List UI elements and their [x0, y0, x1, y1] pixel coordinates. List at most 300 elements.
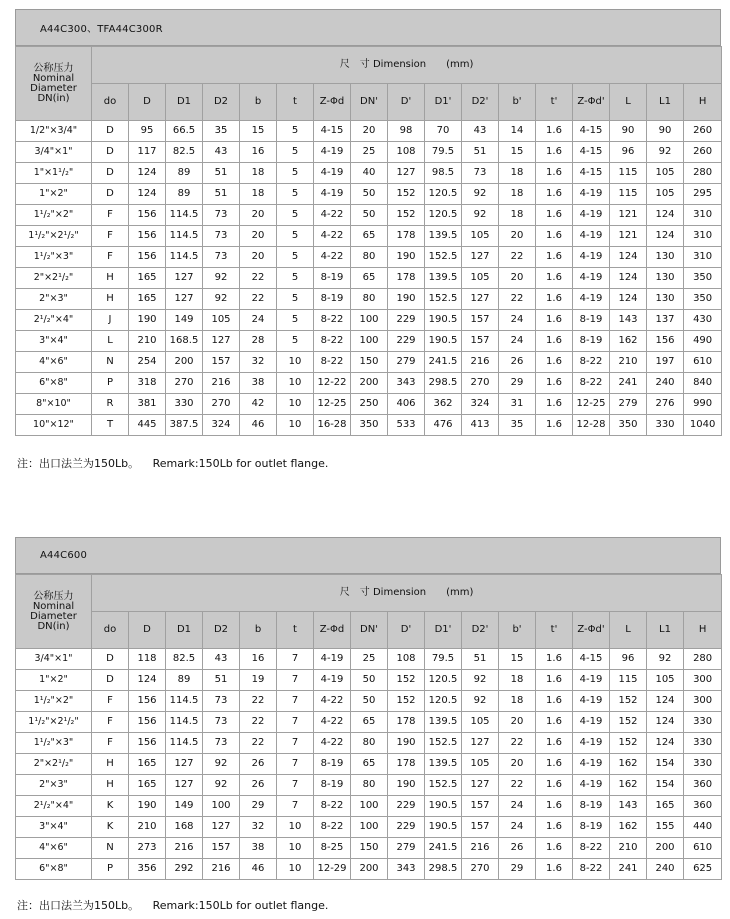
table-cell: 430: [684, 310, 722, 331]
table-cell: 24: [499, 331, 536, 352]
table-cell: 190.5: [425, 310, 462, 331]
table-cell: P: [92, 373, 129, 394]
table-row: [16, 415, 722, 436]
table-cell: 105: [462, 226, 499, 247]
table-row: [16, 184, 722, 205]
table-row: [16, 670, 722, 691]
table-cell: 4-22: [314, 691, 351, 712]
table-cell: 4-15: [314, 121, 351, 142]
table-cell: 216: [462, 352, 499, 373]
table-cell: F: [92, 691, 129, 712]
dimension-header: 尺 寸 Dimension (mm): [92, 575, 722, 612]
table-cell: 1.6: [536, 859, 573, 880]
table-cell: 12-25: [573, 394, 610, 415]
table-cell: 7: [277, 796, 314, 817]
table-cell: 4-19: [573, 268, 610, 289]
table-cell: 280: [684, 649, 722, 670]
table-cell: 120.5: [425, 691, 462, 712]
table-cell: D: [92, 184, 129, 205]
table-cell: 8-19: [314, 289, 351, 310]
table-cell: L: [92, 331, 129, 352]
table-cell: 8-22: [573, 838, 610, 859]
table-cell: 105: [647, 184, 684, 205]
table-cell: 130: [647, 247, 684, 268]
table-cell: 4-19: [573, 226, 610, 247]
table-cell: 445: [129, 415, 166, 436]
dimension-table: [15, 46, 722, 436]
table-cell: 22: [499, 289, 536, 310]
table-cell: 127: [203, 331, 240, 352]
table-cell: 92: [203, 289, 240, 310]
nominal-size-cell: 1¹/₂"×2": [16, 205, 92, 226]
table-cell: 4-19: [573, 691, 610, 712]
table-cell: K: [92, 817, 129, 838]
table-cell: 200: [647, 838, 684, 859]
table-cell: 127: [462, 289, 499, 310]
table-cell: 90: [647, 121, 684, 142]
table-cell: 190: [388, 733, 425, 754]
table-cell: 108: [388, 649, 425, 670]
table-cell: 127: [388, 163, 425, 184]
table-cell: K: [92, 796, 129, 817]
table-cell: F: [92, 205, 129, 226]
table-cell: 89: [166, 670, 203, 691]
table-cell: 1.6: [536, 691, 573, 712]
table-cell: 118: [129, 649, 166, 670]
table-cell: 168.5: [166, 331, 203, 352]
table-cell: 70: [425, 121, 462, 142]
column-header: D': [388, 612, 425, 649]
table-cell: 65: [351, 712, 388, 733]
table-cell: 4-15: [573, 142, 610, 163]
table-cell: 82.5: [166, 649, 203, 670]
table-cell: 165: [647, 796, 684, 817]
nominal-size-cell: 1¹/₂"×2": [16, 691, 92, 712]
table-cell: 7: [277, 670, 314, 691]
table-cell: 190: [129, 796, 166, 817]
table-cell: 18: [499, 184, 536, 205]
table-cell: 130: [647, 268, 684, 289]
table-row: [16, 268, 722, 289]
table-cell: 29: [499, 373, 536, 394]
table-cell: 5: [277, 142, 314, 163]
table-cell: 114.5: [166, 733, 203, 754]
table-cell: 157: [462, 331, 499, 352]
nominal-size-cell: 1¹/₂"×2¹/₂": [16, 712, 92, 733]
table-cell: 190: [388, 775, 425, 796]
table-cell: 270: [203, 394, 240, 415]
table-cell: 190.5: [425, 817, 462, 838]
table-cell: 4-19: [314, 670, 351, 691]
table-cell: 18: [499, 691, 536, 712]
table-cell: 10: [277, 352, 314, 373]
table-cell: 165: [129, 775, 166, 796]
table-cell: 29: [499, 859, 536, 880]
table-cell: 1.6: [536, 226, 573, 247]
table-row: [16, 733, 722, 754]
table-cell: 8-22: [314, 310, 351, 331]
nominal-header-line: DN(in): [37, 620, 70, 632]
table-row: [16, 352, 722, 373]
table-cell: 200: [351, 373, 388, 394]
table-cell: 92: [203, 268, 240, 289]
table-cell: 79.5: [425, 649, 462, 670]
table-cell: 115: [610, 184, 647, 205]
table-cell: 318: [129, 373, 166, 394]
table-cell: 330: [647, 415, 684, 436]
table-row: [16, 838, 722, 859]
table-cell: 310: [684, 205, 722, 226]
dimension-header: 尺 寸 Dimension (mm): [92, 47, 722, 84]
table-cell: 279: [388, 838, 425, 859]
table-cell: 310: [684, 247, 722, 268]
column-header: DN': [351, 84, 388, 121]
table-cell: 46: [240, 415, 277, 436]
table-cell: 154: [647, 775, 684, 796]
table-cell: 8-19: [573, 310, 610, 331]
table-cell: 250: [351, 394, 388, 415]
nominal-size-cell: 3/4"×1": [16, 649, 92, 670]
table-cell: 5: [277, 121, 314, 142]
table-cell: 7: [277, 775, 314, 796]
table-cell: 32: [240, 352, 277, 373]
table-cell: 162: [610, 775, 647, 796]
table-cell: 95: [129, 121, 166, 142]
table-cell: 22: [240, 268, 277, 289]
table-cell: 241: [610, 859, 647, 880]
table-cell: 4-19: [573, 775, 610, 796]
table-cell: 26: [240, 775, 277, 796]
table-cell: 22: [499, 775, 536, 796]
table-cell: 121: [610, 205, 647, 226]
column-header: Z-Φd: [314, 612, 351, 649]
table-cell: 92: [462, 691, 499, 712]
table-cell: 156: [647, 331, 684, 352]
table-cell: 51: [203, 670, 240, 691]
table-cell: 127: [166, 268, 203, 289]
table-cell: 4-19: [314, 649, 351, 670]
table-cell: 4-19: [573, 733, 610, 754]
table-cell: 156: [129, 205, 166, 226]
table-cell: 1.6: [536, 121, 573, 142]
column-header: D1: [166, 612, 203, 649]
column-header: do: [92, 84, 129, 121]
table-cell: 92: [647, 649, 684, 670]
table-cell: 5: [277, 268, 314, 289]
table-cell: H: [92, 754, 129, 775]
table-cell: 8-22: [573, 859, 610, 880]
table-cell: H: [92, 775, 129, 796]
table-cell: D: [92, 121, 129, 142]
table-cell: 127: [166, 289, 203, 310]
table-cell: 1.6: [536, 817, 573, 838]
column-header: t: [277, 612, 314, 649]
table-row: [16, 226, 722, 247]
table-cell: 10: [277, 859, 314, 880]
table-cell: 19: [240, 670, 277, 691]
table-cell: 4-22: [314, 733, 351, 754]
table-cell: 124: [129, 163, 166, 184]
table-row: [16, 121, 722, 142]
column-header: H: [684, 84, 722, 121]
table-row: [16, 205, 722, 226]
section-title-text: A44C600: [40, 550, 88, 561]
table-cell: 124: [129, 670, 166, 691]
table-cell: 20: [240, 205, 277, 226]
table-cell: 1.6: [536, 394, 573, 415]
table-cell: 178: [388, 754, 425, 775]
table-cell: 1.6: [536, 838, 573, 859]
table-cell: 92: [647, 142, 684, 163]
table-cell: 105: [462, 712, 499, 733]
nominal-size-cell: 1"×2": [16, 184, 92, 205]
table-cell: 32: [240, 817, 277, 838]
table-cell: 4-19: [573, 289, 610, 310]
table-cell: 200: [166, 352, 203, 373]
table-cell: 105: [647, 163, 684, 184]
table-cell: 4-22: [314, 226, 351, 247]
table-cell: 124: [610, 289, 647, 310]
table-cell: 4-19: [573, 184, 610, 205]
table-row: [16, 712, 722, 733]
column-header: b': [499, 84, 536, 121]
table-cell: 155: [647, 817, 684, 838]
table-cell: 1.6: [536, 649, 573, 670]
table-cell: 5: [277, 184, 314, 205]
table-cell: 8-22: [573, 352, 610, 373]
table-cell: 490: [684, 331, 722, 352]
table-cell: 115: [610, 163, 647, 184]
table-cell: J: [92, 310, 129, 331]
table-cell: 157: [462, 817, 499, 838]
table-cell: 324: [203, 415, 240, 436]
table-cell: 300: [684, 670, 722, 691]
table-row: [16, 691, 722, 712]
table-cell: 1.6: [536, 733, 573, 754]
table-cell: 350: [684, 289, 722, 310]
table-cell: 100: [203, 796, 240, 817]
nominal-size-cell: 3"×4": [16, 331, 92, 352]
nominal-size-cell: 2"×2¹/₂": [16, 754, 92, 775]
dimension-table: [15, 574, 722, 880]
table-cell: 43: [203, 142, 240, 163]
table-cell: 12-29: [314, 859, 351, 880]
table-cell: 65: [351, 268, 388, 289]
table-cell: 350: [351, 415, 388, 436]
table-cell: 1.6: [536, 289, 573, 310]
table-cell: 114.5: [166, 205, 203, 226]
table-cell: 152: [610, 733, 647, 754]
table-cell: 156: [129, 733, 166, 754]
table-cell: 360: [684, 775, 722, 796]
nominal-size-cell: 1/2"×3/4": [16, 121, 92, 142]
table-cell: 25: [351, 649, 388, 670]
table-cell: 120.5: [425, 670, 462, 691]
table-cell: 89: [166, 184, 203, 205]
table-cell: 12-22: [314, 373, 351, 394]
table-cell: 139.5: [425, 226, 462, 247]
nominal-header-line: Nominal: [32, 72, 75, 84]
table-row: [16, 859, 722, 880]
table-cell: 330: [684, 712, 722, 733]
table-cell: 990: [684, 394, 722, 415]
column-header: L1: [647, 84, 684, 121]
table-cell: 20: [499, 268, 536, 289]
table-cell: 35: [499, 415, 536, 436]
table-cell: 24: [240, 310, 277, 331]
table-cell: 298.5: [425, 859, 462, 880]
table-cell: 4-19: [573, 670, 610, 691]
table-cell: 4-19: [573, 754, 610, 775]
table-cell: 149: [166, 310, 203, 331]
table-cell: 5: [277, 331, 314, 352]
table-cell: 15: [499, 649, 536, 670]
nominal-diameter-header: [16, 47, 92, 121]
table-cell: 270: [462, 859, 499, 880]
table-cell: 124: [647, 205, 684, 226]
table-cell: 80: [351, 775, 388, 796]
table-cell: 143: [610, 796, 647, 817]
nominal-diameter-header: [16, 575, 92, 649]
table-cell: 29: [240, 796, 277, 817]
table-cell: T: [92, 415, 129, 436]
table-cell: 8-22: [573, 373, 610, 394]
table-cell: 5: [277, 226, 314, 247]
table-cell: 22: [240, 733, 277, 754]
nominal-size-cell: 1"×1¹/₂": [16, 163, 92, 184]
table-cell: 114.5: [166, 247, 203, 268]
table-cell: 229: [388, 796, 425, 817]
table-cell: 190: [129, 310, 166, 331]
table-cell: 100: [351, 331, 388, 352]
table-cell: 1.6: [536, 796, 573, 817]
table-cell: 310: [684, 226, 722, 247]
column-header: L: [610, 84, 647, 121]
table-cell: 46: [240, 859, 277, 880]
table-cell: N: [92, 352, 129, 373]
table-cell: 152.5: [425, 289, 462, 310]
table-cell: 50: [351, 205, 388, 226]
remark-en: Remark:150Lb for outlet flange.: [152, 899, 329, 912]
table-cell: 178: [388, 712, 425, 733]
nominal-size-cell: 2¹/₂"×4": [16, 796, 92, 817]
nominal-size-cell: 1¹/₂"×3": [16, 733, 92, 754]
table-cell: 292: [166, 859, 203, 880]
table-cell: 100: [351, 310, 388, 331]
table-cell: 90: [610, 121, 647, 142]
table-cell: 1.6: [536, 670, 573, 691]
table-cell: 260: [684, 121, 722, 142]
table-cell: 16: [240, 142, 277, 163]
table-cell: 96: [610, 649, 647, 670]
nominal-size-cell: 1¹/₂"×2¹/₂": [16, 226, 92, 247]
column-header: D2': [462, 612, 499, 649]
table-cell: 18: [499, 205, 536, 226]
table-cell: 100: [351, 817, 388, 838]
table-cell: 98.5: [425, 163, 462, 184]
table-cell: 190: [388, 247, 425, 268]
table-cell: 92: [203, 754, 240, 775]
table-cell: 108: [388, 142, 425, 163]
table-cell: 216: [462, 838, 499, 859]
table-cell: 105: [462, 268, 499, 289]
table-cell: 298.5: [425, 373, 462, 394]
table-cell: 124: [647, 712, 684, 733]
column-header: D: [129, 612, 166, 649]
table-cell: 127: [462, 775, 499, 796]
table-cell: 190.5: [425, 796, 462, 817]
table-cell: D: [92, 670, 129, 691]
table-cell: 210: [129, 817, 166, 838]
column-header: b: [240, 612, 277, 649]
table-row: [16, 289, 722, 310]
table-cell: 4-22: [314, 712, 351, 733]
table-cell: 152: [610, 712, 647, 733]
table-cell: 73: [462, 163, 499, 184]
table-cell: 18: [499, 670, 536, 691]
table-cell: 4-22: [314, 205, 351, 226]
table-cell: 840: [684, 373, 722, 394]
table-cell: 20: [499, 754, 536, 775]
table-cell: 5: [277, 310, 314, 331]
table-cell: 362: [425, 394, 462, 415]
table-cell: 40: [351, 163, 388, 184]
column-header: do: [92, 612, 129, 649]
table-cell: 73: [203, 205, 240, 226]
table-cell: 1.6: [536, 205, 573, 226]
column-header: Z-Φd': [573, 84, 610, 121]
table-cell: 1.6: [536, 775, 573, 796]
table-cell: 157: [203, 838, 240, 859]
table-cell: 50: [351, 670, 388, 691]
nominal-size-cell: 2"×3": [16, 775, 92, 796]
table-cell: 280: [684, 163, 722, 184]
nominal-header-line: DN(in): [37, 92, 70, 104]
table-cell: 24: [499, 310, 536, 331]
table-cell: 1.6: [536, 754, 573, 775]
table-row: [16, 775, 722, 796]
table-cell: 114.5: [166, 226, 203, 247]
table-cell: 8-19: [314, 268, 351, 289]
column-header: D1: [166, 84, 203, 121]
nominal-size-cell: 4"×6": [16, 838, 92, 859]
table-cell: 66.5: [166, 121, 203, 142]
table-cell: 260: [684, 142, 722, 163]
table-cell: 197: [647, 352, 684, 373]
table-cell: 4-19: [314, 163, 351, 184]
table-cell: 8-19: [314, 754, 351, 775]
table-cell: 1.6: [536, 310, 573, 331]
table-cell: 16-28: [314, 415, 351, 436]
table-cell: 5: [277, 247, 314, 268]
table-cell: 31: [499, 394, 536, 415]
table-cell: 295: [684, 184, 722, 205]
table-cell: 65: [351, 226, 388, 247]
table-cell: 216: [203, 859, 240, 880]
table-row: [16, 163, 722, 184]
table-cell: 1.6: [536, 247, 573, 268]
table-cell: 273: [129, 838, 166, 859]
table-cell: 124: [129, 184, 166, 205]
table-cell: 8-19: [573, 796, 610, 817]
table-cell: 4-19: [314, 184, 351, 205]
table-cell: 10: [277, 817, 314, 838]
table-cell: 80: [351, 247, 388, 268]
table-cell: 150: [351, 838, 388, 859]
table-cell: 1.6: [536, 163, 573, 184]
table-cell: 12-28: [573, 415, 610, 436]
nominal-size-cell: 6"×8": [16, 859, 92, 880]
